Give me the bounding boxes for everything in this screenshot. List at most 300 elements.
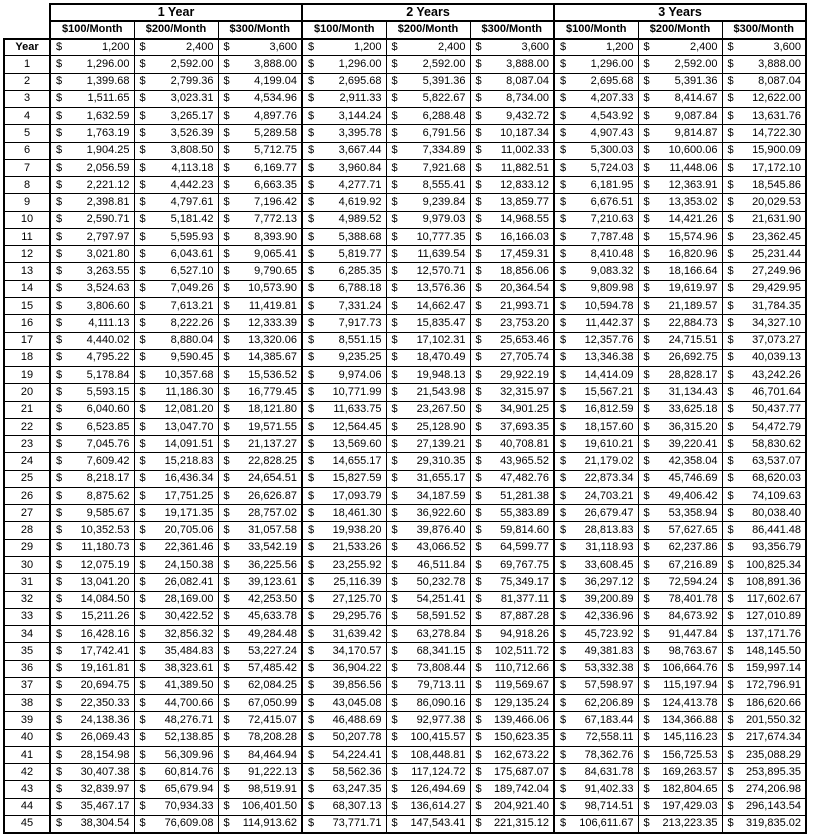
currency-symbol: $	[139, 40, 146, 53]
currency-symbol: $	[139, 679, 146, 692]
currency-symbol: $	[56, 351, 63, 364]
amount-value: 15,827.59	[332, 472, 382, 485]
currency-symbol: $	[139, 489, 146, 502]
currency-symbol: $	[643, 524, 650, 537]
amount-value: 63,537.07	[752, 455, 801, 468]
year-cell: 3	[4, 90, 50, 107]
amount-cell	[386, 557, 470, 574]
currency-symbol: $	[308, 385, 315, 398]
currency-symbol: $	[475, 126, 482, 139]
currency-symbol: $	[643, 247, 650, 260]
currency-symbol: $	[56, 40, 63, 53]
amount-cell	[470, 470, 554, 487]
amount-cell	[50, 56, 134, 73]
amount-value: 169,263.57	[662, 765, 718, 778]
currency-symbol: $	[727, 385, 734, 398]
currency-symbol: $	[223, 40, 230, 53]
amount-value: 16,436.34	[164, 472, 214, 485]
amount-value: 7,613.21	[170, 299, 214, 312]
amount-value: 5,724.03	[590, 161, 634, 174]
amount-cell	[218, 280, 302, 297]
amount-cell	[218, 384, 302, 401]
currency-symbol: $	[727, 178, 734, 191]
currency-symbol: $	[391, 282, 398, 295]
amount-cell	[722, 211, 806, 228]
amount-value: 81,377.11	[500, 593, 549, 606]
amount-cell	[470, 729, 554, 746]
currency-symbol: $	[391, 472, 398, 485]
amount-cell	[386, 522, 470, 539]
amount-value: 26,082.41	[164, 575, 214, 588]
currency-symbol: $	[391, 144, 398, 157]
amount-cell	[722, 781, 806, 798]
amount-cell	[722, 159, 806, 176]
amount-value: 20,705.06	[164, 524, 214, 537]
amount-value: 43,965.52	[500, 455, 549, 468]
amount-cell	[554, 626, 638, 643]
amount-cell	[134, 626, 218, 643]
year-cell: 18	[4, 349, 50, 366]
amount-cell	[554, 263, 638, 280]
currency-symbol: $	[308, 196, 315, 209]
amount-value: 145,116.23	[663, 731, 718, 744]
currency-symbol: $	[391, 748, 398, 761]
amount-value: 2,695.68	[338, 75, 382, 88]
amount-value: 5,822.67	[422, 92, 466, 105]
amount-value: 16,820.96	[668, 247, 718, 260]
currency-symbol: $	[643, 662, 650, 675]
table-row	[4, 90, 806, 107]
currency-symbol: $	[223, 282, 230, 295]
amount-cell	[50, 764, 134, 781]
amount-cell	[50, 470, 134, 487]
amount-cell	[386, 177, 470, 194]
currency-symbol: $	[308, 731, 315, 744]
currency-symbol: $	[727, 247, 734, 260]
amount-value: 3,395.78	[338, 126, 382, 139]
currency-symbol: $	[223, 178, 230, 191]
amount-cell	[470, 367, 554, 384]
currency-symbol: $	[56, 541, 63, 554]
year-cell: 35	[4, 643, 50, 660]
amount-value: 3,888.00	[758, 57, 801, 70]
amount-cell	[722, 39, 806, 56]
amount-value: 117,124.72	[411, 765, 466, 778]
currency-symbol: $	[308, 524, 315, 537]
currency-symbol: $	[223, 368, 230, 381]
amount-cell	[50, 815, 134, 832]
amount-value: 4,277.71	[338, 178, 382, 191]
amount-value: 159,997.14	[745, 662, 801, 675]
currency-symbol: $	[391, 817, 398, 830]
amount-cell	[386, 367, 470, 384]
currency-symbol: $	[308, 644, 315, 657]
currency-symbol: $	[139, 731, 146, 744]
amount-value: 6,285.35	[338, 265, 382, 278]
amount-value: 28,828.17	[668, 368, 718, 381]
amount-cell	[722, 591, 806, 608]
amount-cell	[134, 367, 218, 384]
currency-symbol: $	[727, 575, 734, 588]
amount-cell	[134, 108, 218, 125]
amount-value: 15,218.83	[164, 455, 214, 468]
amount-value: 5,595.93	[170, 230, 214, 243]
amount-value: 213,223.35	[662, 817, 718, 830]
amount-value: 2,592.00	[422, 57, 466, 70]
currency-symbol: $	[475, 247, 482, 260]
amount-cell	[722, 643, 806, 660]
amount-cell	[218, 815, 302, 832]
amount-value: 26,626.87	[248, 489, 297, 502]
currency-symbol: $	[391, 247, 398, 260]
amount-value: 50,207.78	[332, 731, 382, 744]
currency-symbol: $	[643, 506, 650, 519]
currency-symbol: $	[56, 334, 63, 347]
currency-symbol: $	[560, 541, 567, 554]
year-cell: 7	[4, 159, 50, 176]
amount-cell	[134, 815, 218, 832]
amount-cell	[218, 608, 302, 625]
amount-value: 217,674.34	[745, 731, 801, 744]
amount-value: 57,485.42	[248, 662, 297, 675]
table-row	[4, 539, 806, 556]
amount-value: 106,664.76	[662, 662, 718, 675]
currency-symbol: $	[308, 765, 315, 778]
currency-symbol: $	[308, 57, 315, 70]
amount-value: 33,608.45	[584, 558, 634, 571]
amount-cell	[386, 453, 470, 470]
amount-value: 172,796.91	[745, 679, 801, 692]
amount-value: 102,511.72	[494, 644, 549, 657]
currency-symbol: $	[727, 783, 734, 796]
currency-symbol: $	[139, 161, 146, 174]
amount-value: 147,543.41	[410, 817, 466, 830]
currency-symbol: $	[560, 817, 567, 830]
amount-cell	[218, 505, 302, 522]
currency-symbol: $	[475, 748, 482, 761]
currency-symbol: $	[223, 213, 230, 226]
amount-cell	[302, 280, 386, 297]
amount-cell	[218, 729, 302, 746]
amount-value: 100,415.57	[410, 731, 466, 744]
amount-value: 10,187.34	[500, 126, 549, 139]
corner-spacer	[4, 4, 50, 39]
amount-value: 42,253.50	[248, 593, 297, 606]
amount-value: 39,220.41	[668, 437, 718, 450]
table-row	[4, 142, 806, 159]
amount-value: 9,979.03	[422, 213, 466, 226]
amount-value: 2,400	[185, 40, 214, 53]
amount-cell	[50, 591, 134, 608]
amount-value: 76,609.08	[164, 817, 214, 830]
table-row	[4, 194, 806, 211]
currency-symbol: $	[308, 714, 315, 727]
amount-value: 16,779.45	[248, 385, 297, 398]
amount-cell	[638, 470, 722, 487]
amount-value: 78,362.76	[584, 748, 634, 761]
currency-symbol: $	[475, 783, 482, 796]
amount-cell	[134, 798, 218, 815]
table-row	[4, 384, 806, 401]
amount-value: 20,029.53	[752, 196, 801, 209]
currency-symbol: $	[56, 472, 63, 485]
table-row	[4, 401, 806, 418]
amount-value: 8,555.41	[422, 178, 466, 191]
amount-cell	[218, 263, 302, 280]
amount-cell	[722, 729, 806, 746]
amount-cell	[722, 125, 806, 142]
currency-symbol: $	[139, 144, 146, 157]
amount-cell	[302, 746, 386, 763]
amount-cell	[554, 522, 638, 539]
amount-value: 13,569.60	[332, 437, 382, 450]
table-row	[4, 315, 806, 332]
amount-cell	[218, 764, 302, 781]
amount-value: 36,225.56	[248, 558, 297, 571]
currency-symbol: $	[56, 144, 63, 157]
amount-value: 186,620.66	[745, 696, 801, 709]
currency-symbol: $	[560, 679, 567, 692]
amount-cell	[50, 246, 134, 263]
amount-cell	[554, 505, 638, 522]
amount-cell	[302, 608, 386, 625]
amount-cell	[638, 246, 722, 263]
currency-symbol: $	[475, 368, 482, 381]
currency-symbol: $	[139, 126, 146, 139]
amount-cell	[50, 177, 134, 194]
amount-cell	[386, 660, 470, 677]
amount-value: 18,166.64	[668, 265, 718, 278]
amount-cell	[218, 298, 302, 315]
currency-symbol: $	[727, 679, 734, 692]
amount-cell	[302, 298, 386, 315]
amount-cell	[302, 487, 386, 504]
currency-symbol: $	[475, 662, 482, 675]
amount-cell	[470, 539, 554, 556]
amount-value: 253,895.35	[745, 765, 801, 778]
amount-cell	[554, 643, 638, 660]
currency-symbol: $	[56, 524, 63, 537]
currency-symbol: $	[391, 213, 398, 226]
amount-cell	[470, 746, 554, 763]
amount-cell	[302, 194, 386, 211]
currency-symbol: $	[223, 800, 230, 813]
currency-symbol: $	[223, 161, 230, 174]
year-cell: 4	[4, 108, 50, 125]
amount-cell	[470, 505, 554, 522]
amount-value: 4,619.92	[338, 196, 382, 209]
amount-value: 27,139.21	[416, 437, 466, 450]
currency-symbol: $	[308, 817, 315, 830]
currency-symbol: $	[223, 455, 230, 468]
currency-symbol: $	[223, 644, 230, 657]
currency-symbol: $	[560, 437, 567, 450]
amount-cell	[386, 712, 470, 729]
amount-value: 7,334.89	[422, 144, 466, 157]
currency-symbol: $	[475, 230, 482, 243]
currency-symbol: $	[560, 403, 567, 416]
currency-symbol: $	[391, 75, 398, 88]
currency-symbol: $	[475, 714, 482, 727]
amount-cell	[302, 643, 386, 660]
amount-value: 156,725.53	[662, 748, 718, 761]
amount-cell	[470, 815, 554, 832]
amount-value: 175,687.07	[493, 765, 549, 778]
year-column-header: Year	[4, 39, 50, 56]
year-cell: 11	[4, 228, 50, 245]
currency-symbol: $	[727, 403, 734, 416]
currency-symbol: $	[475, 196, 482, 209]
amount-cell	[50, 557, 134, 574]
amount-cell	[722, 695, 806, 712]
table-row	[4, 280, 806, 297]
amount-value: 21,993.71	[500, 299, 549, 312]
amount-value: 9,814.87	[674, 126, 718, 139]
amount-value: 19,161.81	[80, 662, 130, 675]
amount-value: 108,891.36	[745, 575, 801, 588]
table-row	[4, 574, 806, 591]
amount-cell	[638, 660, 722, 677]
currency-symbol: $	[475, 575, 482, 588]
amount-cell	[50, 228, 134, 245]
year-cell: 12	[4, 246, 50, 263]
amount-cell	[134, 522, 218, 539]
amount-cell	[218, 660, 302, 677]
amount-value: 296,143.54	[745, 800, 801, 813]
year-cell: 38	[4, 695, 50, 712]
currency-symbol: $	[223, 489, 230, 502]
currency-symbol: $	[643, 748, 650, 761]
year-cell: 17	[4, 332, 50, 349]
amount-cell	[134, 470, 218, 487]
currency-symbol: $	[560, 731, 567, 744]
amount-value: 11,639.54	[417, 247, 466, 260]
currency-symbol: $	[475, 316, 482, 329]
amount-value: 18,461.30	[332, 506, 382, 519]
currency-symbol: $	[56, 265, 63, 278]
amount-value: 39,856.56	[332, 679, 382, 692]
amount-cell	[554, 159, 638, 176]
amount-cell	[386, 505, 470, 522]
amount-value: 3,600	[521, 40, 549, 53]
amount-value: 25,653.46	[500, 334, 549, 347]
amount-value: 34,187.59	[416, 489, 466, 502]
amount-cell	[218, 557, 302, 574]
currency-symbol: $	[475, 299, 482, 312]
currency-symbol: $	[727, 265, 734, 278]
table-row	[4, 436, 806, 453]
currency-symbol: $	[560, 472, 567, 485]
currency-symbol: $	[308, 748, 315, 761]
currency-symbol: $	[643, 644, 650, 657]
currency-symbol: $	[139, 817, 146, 830]
currency-symbol: $	[139, 541, 146, 554]
amount-cell	[638, 712, 722, 729]
amount-cell	[470, 228, 554, 245]
amount-value: 68,341.15	[416, 644, 466, 657]
amount-value: 22,884.73	[668, 316, 718, 329]
amount-cell	[302, 626, 386, 643]
amount-cell	[638, 574, 722, 591]
amount-cell	[302, 557, 386, 574]
currency-symbol: $	[139, 403, 146, 416]
amount-cell	[50, 108, 134, 125]
currency-symbol: $	[56, 213, 63, 226]
amount-value: 9,083.32	[590, 265, 634, 278]
amount-value: 60,814.76	[164, 765, 214, 778]
amount-value: 3,263.55	[86, 265, 130, 278]
amount-value: 32,839.97	[80, 783, 130, 796]
currency-symbol: $	[139, 230, 146, 243]
amount-cell	[134, 177, 218, 194]
amount-cell	[638, 764, 722, 781]
currency-symbol: $	[643, 126, 650, 139]
amount-value: 18,545.86	[752, 178, 801, 191]
currency-symbol: $	[139, 455, 146, 468]
amount-value: 36,315.20	[668, 420, 718, 433]
currency-symbol: $	[308, 627, 315, 640]
amount-cell	[638, 608, 722, 625]
amount-cell	[134, 695, 218, 712]
amount-cell	[554, 367, 638, 384]
amount-cell	[50, 384, 134, 401]
currency-symbol: $	[643, 437, 650, 450]
amount-value: 25,231.44	[752, 247, 801, 260]
year-cell: 2	[4, 73, 50, 90]
amount-value: 73,808.44	[416, 662, 466, 675]
amount-cell	[386, 332, 470, 349]
amount-value: 69,767.75	[500, 558, 549, 571]
year-cell: 13	[4, 263, 50, 280]
amount-cell	[722, 798, 806, 815]
table-row	[4, 56, 806, 73]
amount-cell	[218, 349, 302, 366]
amount-cell	[722, 436, 806, 453]
amount-cell	[218, 315, 302, 332]
year-cell: 20	[4, 384, 50, 401]
amount-cell	[302, 729, 386, 746]
currency-symbol: $	[643, 403, 650, 416]
amount-cell	[638, 643, 722, 660]
amount-value: 28,169.00	[164, 593, 214, 606]
table-row	[4, 159, 806, 176]
amount-cell	[302, 505, 386, 522]
amount-value: 21,189.57	[668, 299, 718, 312]
currency-symbol: $	[223, 316, 230, 329]
amount-cell	[554, 73, 638, 90]
currency-symbol: $	[391, 800, 398, 813]
amount-value: 70,934.33	[164, 800, 214, 813]
amount-value: 86,090.16	[416, 696, 466, 709]
amount-value: 43,045.08	[332, 696, 382, 709]
amount-cell	[470, 349, 554, 366]
amount-value: 33,542.19	[248, 541, 297, 554]
amount-value: 33,625.18	[668, 403, 718, 416]
amount-value: 1,296.00	[338, 57, 382, 70]
currency-symbol: $	[475, 524, 482, 537]
amount-cell	[638, 108, 722, 125]
amount-value: 34,170.57	[332, 644, 382, 657]
amount-cell	[302, 401, 386, 418]
amount-value: 4,207.33	[590, 92, 634, 105]
currency-symbol: $	[560, 351, 567, 364]
currency-symbol: $	[560, 213, 567, 226]
amount-cell	[638, 418, 722, 435]
amount-cell	[722, 574, 806, 591]
amount-value: 58,562.36	[332, 765, 382, 778]
amount-cell	[722, 712, 806, 729]
currency-symbol: $	[727, 593, 734, 606]
